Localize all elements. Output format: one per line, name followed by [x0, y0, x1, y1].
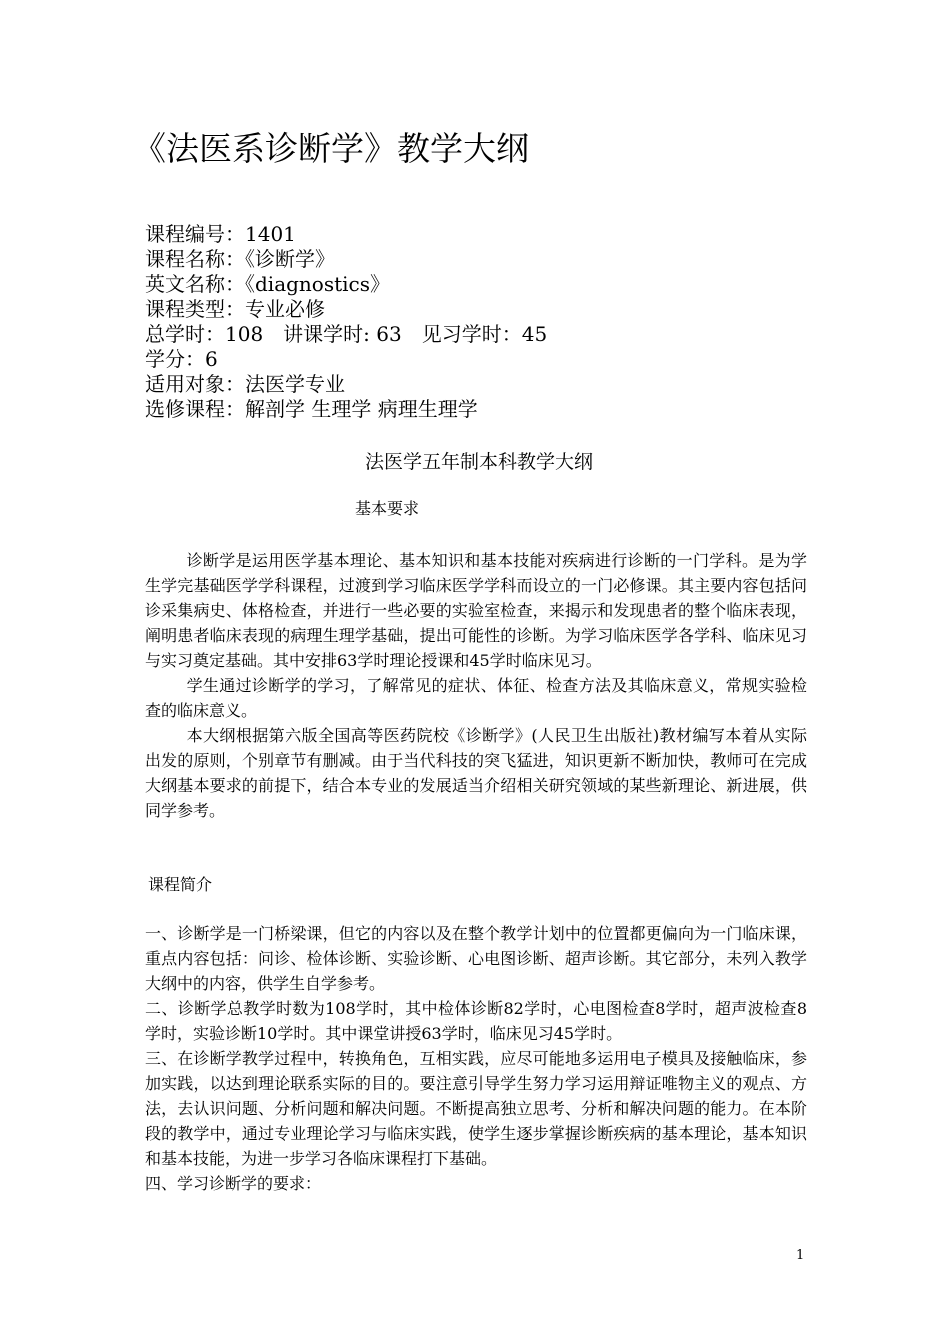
english-name: 英文名称：《diagnostics》 [145, 272, 391, 296]
course-credits: 学分：6 [145, 347, 218, 371]
basic-requirements-body [145, 548, 807, 823]
course-intro-body [145, 921, 807, 1196]
course-hours: 总学时：108 讲课学时: 63 见习学时：45 [145, 322, 548, 346]
paragraph: 三、在诊断学教学过程中，转换角色，互相实践，应尽可能地多运用电子模具及接触临床，参加实践，以达到理论联系实际的目的。要注意引导学生努力学习运用辩证唯物主义的观点、方法，去认识问题、分析问题和解决问题。不断提高独立思考、分析和解决问题的能力。在本阶段的教学中，通过专业理论学习与临床实践，使学生逐步掌握诊断疾病的基本理论，基本知识和基本技能，为进一步学习各临床课程打下基础。 [145, 1049, 807, 1168]
basic-requirements-heading: 基本要求 [355, 499, 420, 518]
target-audience: 适用对象：法医学专业 [145, 372, 345, 396]
paragraph: 本大纲根据第六版全国高等医药院校《诊断学》(人民卫生出版社)教材编写本着从实际出发的原则，个别章节有删减。由于当代科技的突飞猛进，知识更新不断加快，教师可在完成大纲基本要求的前提下，结合本专业的发展适当介绍相关研究领域的某些新理论、新进展，供同学参考。 [145, 726, 807, 820]
paragraph: 诊断学是运用医学基本理论、基本知识和基本技能对疾病进行诊断的一门学科。是为学生学完基础医学学科课程，过渡到学习临床医学学科而设立的一门必修课。其主要内容包括问诊采集病史、体格检查，并进行一些必要的实验室检查，来揭示和发现患者的整个临床表现，阐明患者临床表现的病理生理学基础，提出可能性的诊断。为学习临床医学各学科、临床见习与实习奠定基础。其中安排63学时理论授课和45学时临床见习。 [145, 551, 807, 670]
course-name: 课程名称：《诊断学》 [145, 247, 335, 271]
course-info-block [145, 222, 547, 422]
syllabus-subtitle: 法医学五年制本科教学大纲 [364, 451, 593, 473]
course-type: 课程类型：专业必修 [145, 297, 325, 321]
paragraph: 二、诊断学总教学时数为108学时，其中检体诊断82学时，心电图检查8学时，超声波检查8学时，实验诊断10学时。其中课堂讲授63学时，临床见习45学时。 [145, 999, 807, 1043]
paragraph: 学生通过诊断学的学习，了解常见的症状、体征、检查方法及其临床意义，常规实验检查的临床意义。 [145, 676, 807, 720]
document-title: 《法医系诊断学》教学大纲 [133, 129, 529, 168]
page-number: 1 [796, 1248, 805, 1263]
course-intro-heading: 课程简介 [148, 875, 213, 894]
prerequisite-courses: 选修课程：解剖学 生理学 病理生理学 [145, 397, 478, 421]
paragraph: 一、诊断学是一门桥梁课，但它的内容以及在整个教学计划中的位置都更偏向为一门临床课，重点内容包括：问诊、检体诊断、实验诊断、心电图诊断、超声诊断。其它部分，未列入教学大纲中的内容，供学生自学参考。 [145, 924, 807, 993]
paragraph: 四、学习诊断学的要求： [145, 1174, 322, 1193]
course-code: 课程编号：1401 [145, 222, 296, 246]
